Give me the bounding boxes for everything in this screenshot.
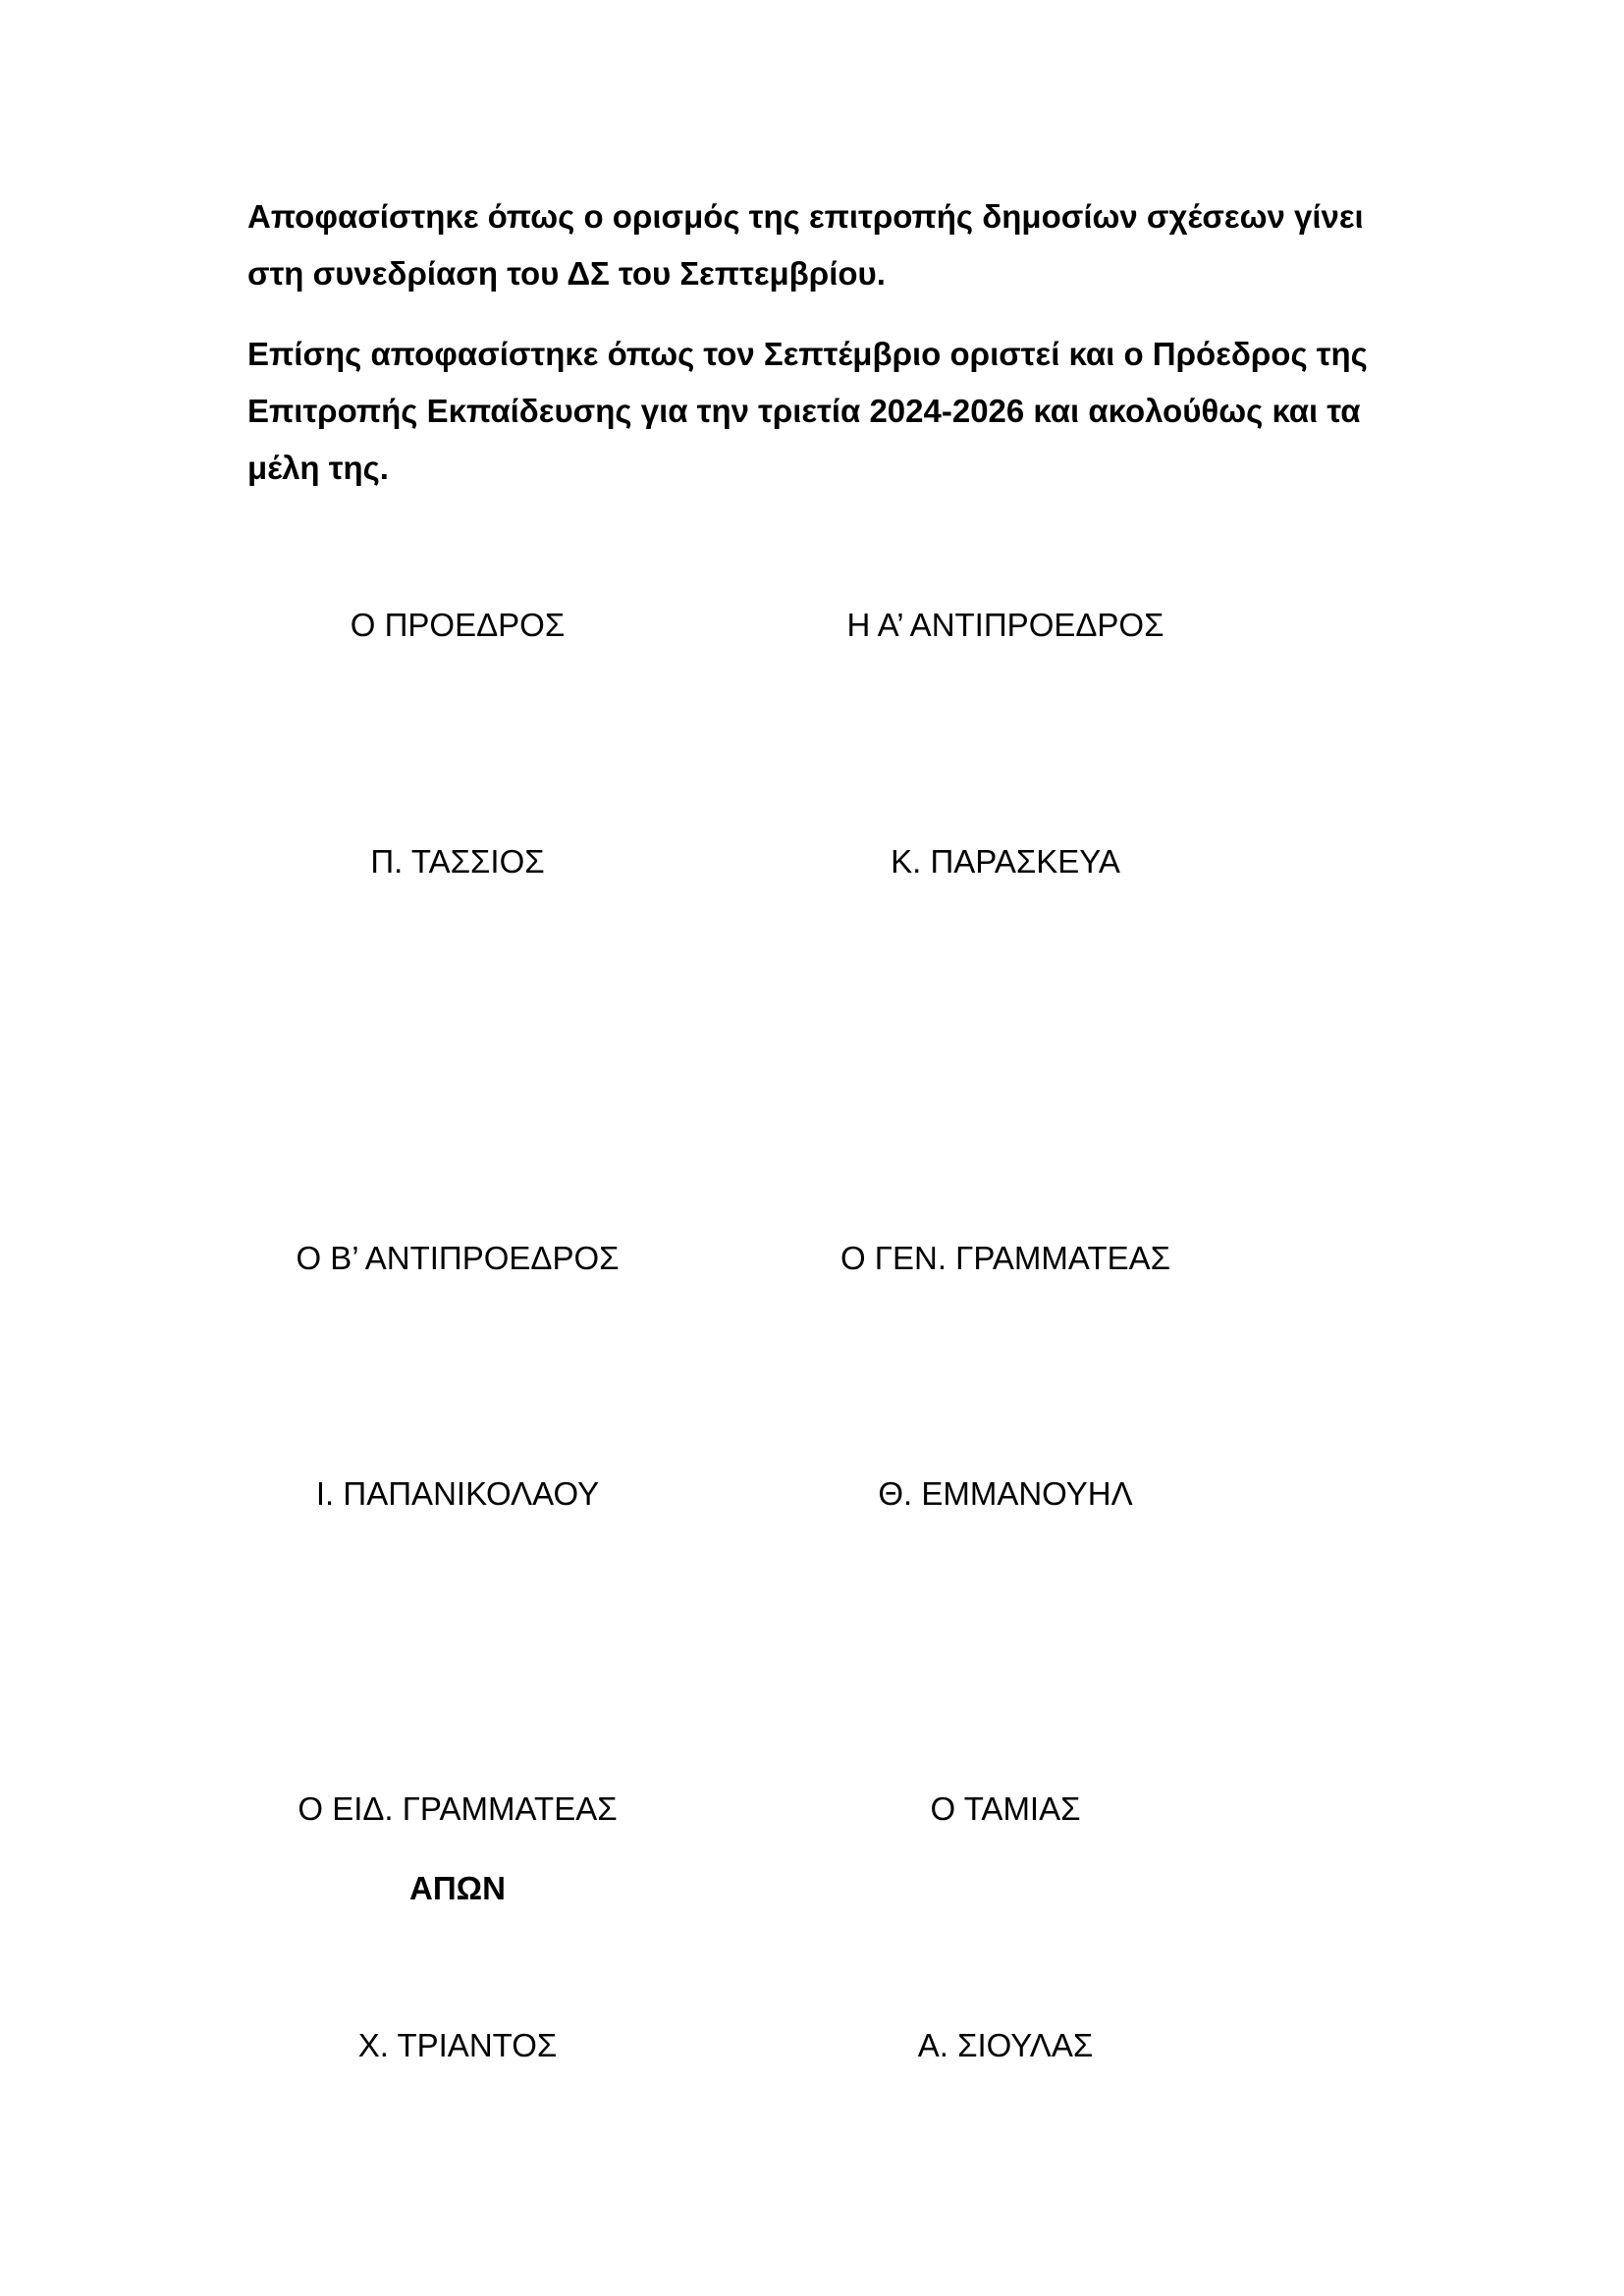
paragraph-line: στη συνεδρίαση του ΔΣ του Σεπτεμβρίου. — [247, 255, 886, 292]
treasurer-title: Ο ΤΑΜΙΑΣ — [930, 1790, 1081, 1827]
vice-president-a-name: Κ. ΠΑΡΑΣΚΕΥΑ — [891, 843, 1120, 880]
paragraph-line: Αποφασίστηκε όπως ο ορισμός της επιτροπής δημοσίων σχέσεων γίνει — [247, 198, 1364, 235]
vice-president-a-title: Η Α’ ΑΝΤΙΠΡΟΕΔΡΟΣ — [846, 607, 1164, 643]
vice-president-b-title: Ο Β’ ΑΝΤΙΠΡΟΕΔΡΟΣ — [296, 1240, 620, 1276]
decision-paragraph-1 — [247, 188, 1396, 302]
paragraph-line: Επίσης αποφασίστηκε όπως τον Σεπτέμβριο οριστεί και ο Πρόεδρος της — [247, 336, 1368, 372]
treasurer-name: Α. ΣΙΟΥΛΑΣ — [917, 2027, 1094, 2063]
decision-paragraph-2 — [247, 326, 1396, 497]
general-secretary-title: Ο ΓΕΝ. ΓΡΑΜΜΑΤΕΑΣ — [839, 1240, 1171, 1276]
paragraph-line: Επιτροπής Εκπαίδευσης για την τριετία 2024-2026 και ακολούθως και τα — [247, 393, 1361, 429]
general-secretary-name: Θ. ΕΜΜΑΝΟΥΗΛ — [878, 1475, 1133, 1512]
president-name: Π. ΤΑΣΣΙΟΣ — [370, 843, 545, 880]
president-title: Ο ΠΡΟΕΔΡΟΣ — [350, 607, 566, 643]
absent-status: ΑΠΩΝ — [409, 1870, 506, 1906]
paragraph-line: μέλη της. — [247, 450, 389, 486]
special-secretary-title: Ο ΕΙΔ. ΓΡΑΜΜΑΤΕΑΣ — [298, 1790, 618, 1827]
special-secretary-name: Χ. ΤΡΙΑΝΤΟΣ — [357, 2027, 558, 2063]
vice-president-b-name: Ι. ΠΑΠΑΝΙΚΟΛΑΟΥ — [315, 1475, 600, 1512]
